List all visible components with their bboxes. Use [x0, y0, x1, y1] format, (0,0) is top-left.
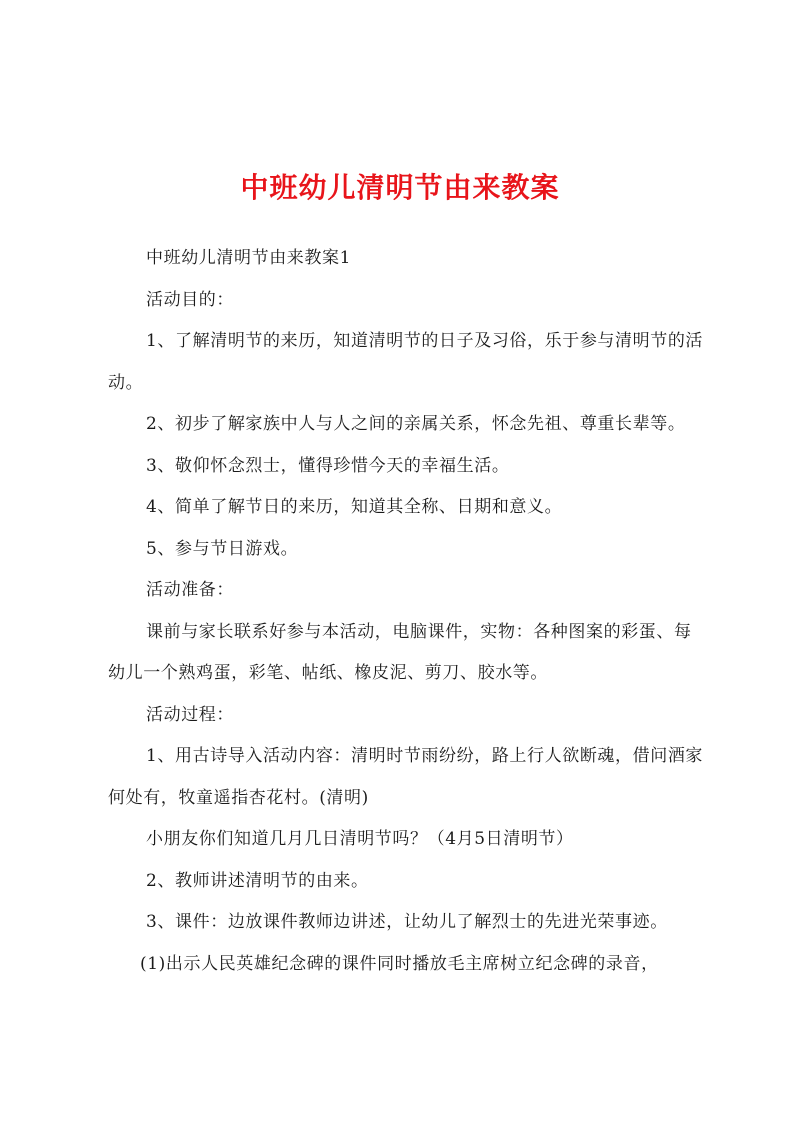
paragraph-objective-5: 5、参与节日游戏。 [146, 538, 299, 559]
paragraph-objective-3: 3、敬仰怀念烈士，懂得珍惜今天的幸福生活。 [146, 455, 510, 476]
paragraph-objectives-heading: 活动目的： [146, 289, 234, 310]
document-body [108, 238, 708, 985]
paragraph-preparation-detail: 课前与家长联系好参与本活动，电脑课件，实物：各种图案的彩蛋、每幼儿一个熟鸡蛋，彩笔、帖纸、橡皮泥、剪刀、胶水等。 [108, 621, 692, 683]
paragraph-process-step-1: 1、用古诗导入活动内容：清明时节雨纷纷，路上行人欲断魂，借问酒家何处有，牧童遥指杏花村。(清明) [108, 746, 704, 808]
paragraph-objective-4: 4、简单了解节日的来历，知道其全称、日期和意义。 [146, 497, 563, 517]
paragraph-process-substep-1: (1)出示人民英雄纪念碑的课件同时播放毛主席树立纪念碑的录音， [140, 953, 659, 974]
paragraph-preparation-heading: 活动准备： [146, 580, 234, 600]
paragraph-question: 小朋友你们知道几月几日清明节吗？（4月5日清明节） [146, 829, 574, 849]
paragraph-objective-2: 2、初步了解家族中人与人之间的亲属关系，怀念先祖、尊重长辈等。 [146, 414, 686, 434]
paragraph-process-step-3: 3、课件：边放课件教师边讲述，让幼儿了解烈士的先进光荣事迹。 [146, 912, 668, 932]
paragraph-process-step-2: 2、教师讲述清明节的由来。 [146, 870, 369, 891]
paragraph-process-heading: 活动过程： [146, 704, 234, 725]
paragraph-objective-1: 1、了解清明节的来历，知道清明节的日子及习俗，乐于参与清明节的活动。 [108, 331, 704, 393]
paragraph-lesson-heading: 中班幼儿清明节由来教案1 [146, 248, 352, 268]
document-title: 中班幼儿清明节由来教案 [240, 171, 560, 204]
